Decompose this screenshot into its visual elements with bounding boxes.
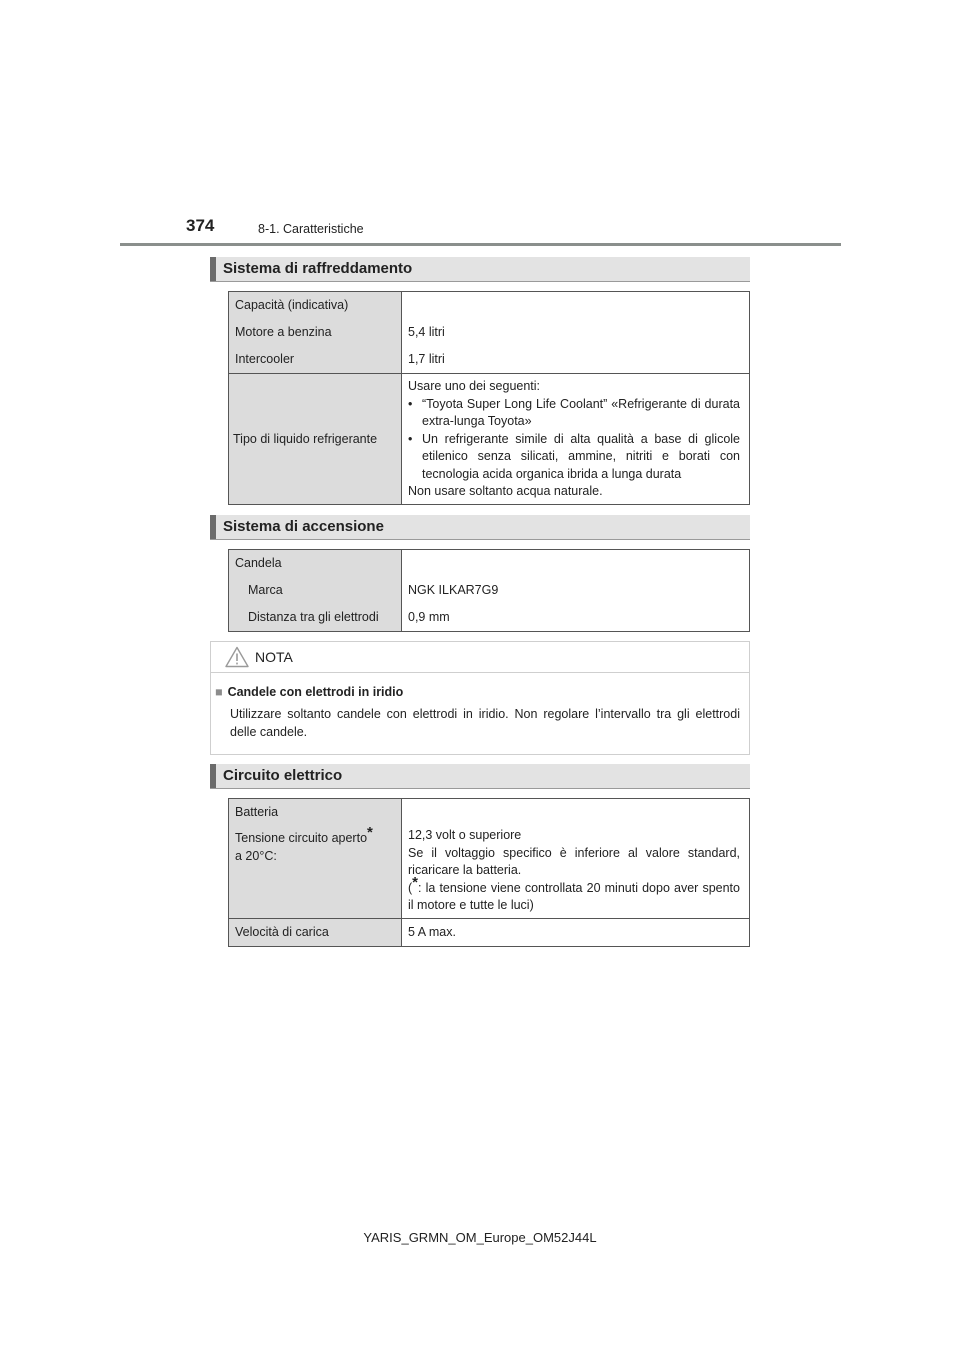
coolant-warning: Non usare soltanto acqua naturale. bbox=[408, 484, 603, 498]
ignition-section-heading bbox=[210, 515, 750, 540]
spark-plug-label: Candela bbox=[235, 556, 282, 570]
intercooler-label: Intercooler bbox=[235, 352, 295, 366]
voltage-advice: Se il voltaggio specifico è inferiore al valore standard, ricaricare la batteria. bbox=[408, 845, 740, 877]
note-box bbox=[210, 641, 750, 755]
cooling-spec-table bbox=[228, 291, 750, 505]
warning-triangle-icon bbox=[225, 646, 249, 673]
header-divider bbox=[120, 243, 841, 246]
voltage-label: Tensione circuito aperto* a 20°C: bbox=[235, 823, 373, 863]
table-row bbox=[229, 550, 750, 632]
intercooler-value: 1,7 litri bbox=[408, 352, 445, 366]
petrol-engine-label: Motore a benzina bbox=[235, 325, 332, 339]
capacity-value-cell bbox=[402, 292, 750, 374]
electrical-heading-title: Circuito elettrico bbox=[223, 767, 343, 784]
coolant-intro: Usare uno dei seguenti: bbox=[408, 379, 541, 393]
electrode-gap-value: 0,9 mm bbox=[408, 610, 450, 624]
spark-plug-value-cell bbox=[402, 550, 750, 632]
battery-value-cell bbox=[402, 799, 750, 919]
ignition-spec-table bbox=[228, 549, 750, 632]
heading-accent-bar bbox=[210, 515, 216, 539]
capacity-label: Capacità (indicativa) bbox=[235, 298, 349, 312]
spark-plug-label-cell bbox=[229, 550, 402, 632]
petrol-engine-value: 5,4 litri bbox=[408, 325, 445, 339]
asterisk-mark: * bbox=[367, 823, 373, 841]
ignition-heading-title: Sistema di accensione bbox=[223, 518, 384, 535]
heading-accent-bar bbox=[210, 764, 216, 788]
coolant-option-1: • “Toyota Super Long Life Coolant” «Refrigerante di durata extra-lunga Toyota» bbox=[408, 396, 740, 428]
table-row bbox=[229, 799, 750, 919]
table-row bbox=[229, 918, 750, 946]
voltage-footnote: (*: la tensione viene controllata 20 minuti dopo aver spento il motore e tutte le luci) bbox=[408, 873, 740, 912]
table-row bbox=[229, 374, 750, 505]
coolant-type-label: Tipo di liquido refrigerante bbox=[233, 431, 378, 446]
voltage-value: 12,3 volt o superiore bbox=[408, 828, 522, 842]
electrode-gap-label: Distanza tra gli elettrodi bbox=[248, 610, 379, 624]
page-number: 374 bbox=[186, 216, 215, 235]
electrical-spec-table bbox=[228, 798, 750, 947]
battery-label: Batteria bbox=[235, 805, 279, 819]
battery-label-cell bbox=[229, 799, 402, 919]
heading-accent-bar bbox=[210, 257, 216, 281]
electrical-section-heading bbox=[210, 764, 750, 789]
table-row bbox=[229, 292, 750, 374]
note-title: ■ Candele con elettrodi in iridio bbox=[215, 685, 404, 699]
capacity-label-cell bbox=[229, 292, 402, 374]
brand-label: Marca bbox=[248, 583, 283, 597]
coolant-option-2: • Un refrigerante simile di alta qualità a base di glicole etilenico senza silicati, ammine, nitriti e borati con tecnologia acida organica ibrida a lunga durata bbox=[408, 431, 740, 481]
brand-value: NGK ILKAR7G9 bbox=[408, 583, 499, 597]
note-body: Utilizzare soltanto candele con elettrodi in iridio. Non regolare l’intervallo tra gli elettrodi delle candele. bbox=[230, 707, 740, 739]
charge-rate-label: Velocità di carica bbox=[235, 924, 329, 939]
note-label: NOTA bbox=[255, 649, 293, 665]
charge-rate-label-cell bbox=[229, 918, 402, 946]
charge-rate-value-cell bbox=[402, 918, 750, 946]
charge-rate-value: 5 A max. bbox=[408, 924, 456, 939]
document-code: YARIS_GRMN_OM_Europe_OM52J44L bbox=[363, 1230, 597, 1245]
cooling-heading-title: Sistema di raffreddamento bbox=[223, 260, 413, 277]
square-bullet-icon: ■ bbox=[215, 685, 223, 699]
coolant-type-label-cell bbox=[229, 374, 402, 505]
cooling-section-heading bbox=[210, 257, 750, 282]
note-header bbox=[211, 642, 749, 673]
section-breadcrumb: 8-1. Caratteristiche bbox=[258, 222, 364, 236]
coolant-type-value-cell bbox=[402, 374, 750, 505]
